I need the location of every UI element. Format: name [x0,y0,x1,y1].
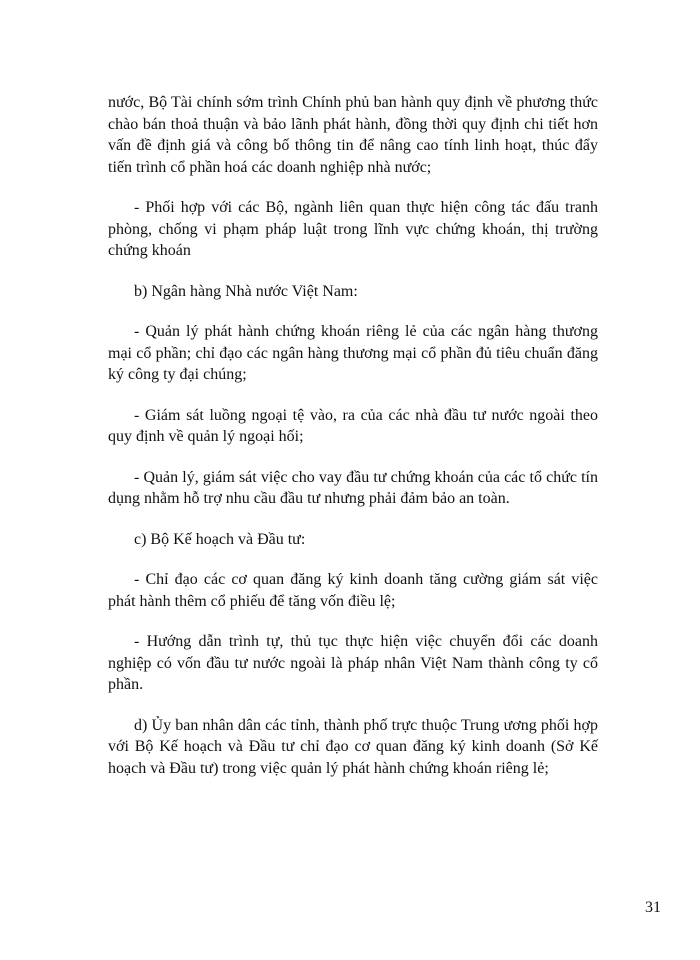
page-number: 31 [645,899,661,916]
paragraph-business-registration-bullet: - Chỉ đạo các cơ quan đăng ký kinh doanh tăng cường giám sát việc phát hành thêm cổ phiếu để tăng vốn điều lệ; [108,571,598,610]
paragraph-bank-issuance-bullet: - Quản lý phát hành chứng khoán riêng lẻ của các ngân hàng thương mại cổ phần; chỉ đạo các ngân hàng thương mại cổ phần đủ tiêu chuẩn đăng ký công ty đại chúng; [108,323,598,383]
section-heading-planning-investment: c) Bộ Kế hoạch và Đầu tư: [134,530,306,548]
document-body [108,92,598,798]
paragraph-conversion-guidance-bullet: - Hướng dẫn trình tự, thủ tục thực hiện việc chuyển đổi các doanh nghiệp có vốn đầu tư nước ngoài là pháp nhân Việt Nam thành công ty cổ phần. [108,633,598,693]
section-paragraph-provincial-committees: d) Ủy ban nhân dân các tỉnh, thành phố trực thuộc Trung ương phối hợp với Bộ Kế hoạch và Đầu tư chỉ đạo cơ quan đăng ký kinh doanh (Sở Kế hoạch và Đầu tư) trong việc quản lý phát hành chứng khoán riêng lẻ; [108,716,598,777]
section-heading-state-bank: b) Ngân hàng Nhà nước Việt Nam: [134,282,358,300]
paragraph-foreign-currency-bullet: - Giám sát luồng ngoại tệ vào, ra của các nhà đầu tư nước ngoài theo quy định về quản lý ngoại hối; [108,406,598,445]
paragraph-continuation: nước, Bộ Tài chính sớm trình Chính phủ ban hành quy định về phương thức chào bán thoả thuận và bảo lãnh phát hành, đồng thời quy định chi tiết hơn vấn đề định giá và công bố thông tin để nâng cao tính linh hoạt, thúc đẩy tiến trình cổ phần hoá các doanh nghiệp nhà nước; [108,94,598,176]
paragraph-lending-supervision-bullet: - Quản lý, giám sát việc cho vay đầu tư chứng khoán của các tổ chức tín dụng nhằm hỗ trợ nhu cầu đầu tư nhưng phải đảm bảo an toàn. [108,468,598,507]
paragraph-coordination-bullet: - Phối hợp với các Bộ, ngành liên quan thực hiện công tác đấu tranh phòng, chống vi phạm pháp luật trong lĩnh vực chứng khoán, thị trường chứng khoán [108,199,598,259]
